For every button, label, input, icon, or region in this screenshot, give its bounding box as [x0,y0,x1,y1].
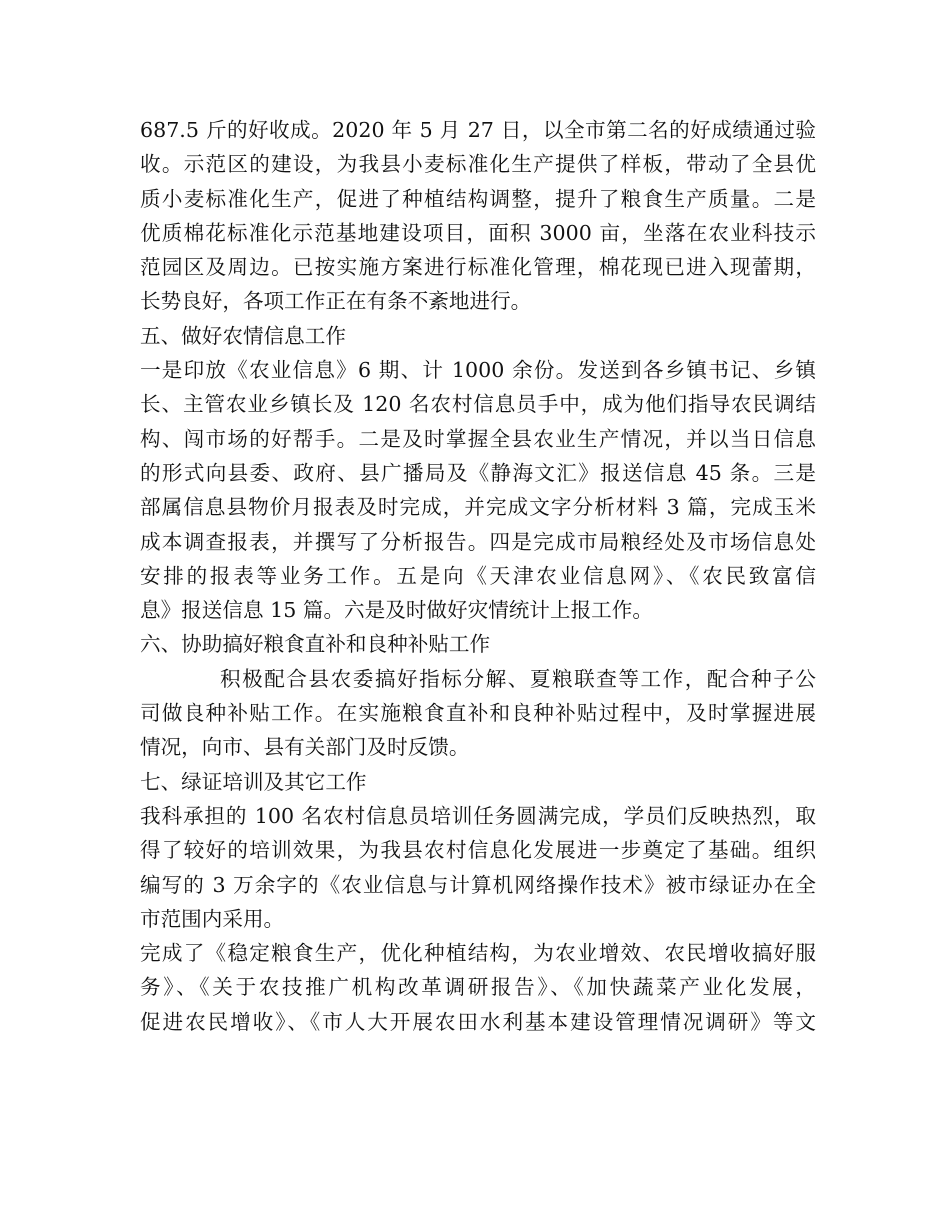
text-line: 情况，向市、县有关部门及时反馈。 [140,735,470,760]
text-line: 687.5 斤的好收成。2020 年 5 月 27 日，以全市第二名的好成绩通过验 [140,118,816,142]
text-line: 积极配合县农委搞好指标分解、夏粮联查等工作，配合种子公 [220,666,816,691]
text-line: 长势良好，各项工作正在有条不紊地进行。 [140,289,532,314]
text-line: 安排的报表等业务工作。五是向《天津农业信息网》、《农民致富信 [140,563,816,588]
text-line: 司做良种补贴工作。在实施粮食直补和良种补贴过程中，及时掌握进展 [140,701,816,726]
text-line: 息》报送信息 15 篇。六是及时做好灾情统计上报工作。 [140,598,653,623]
text-line: 范园区及周边。已按实施方案进行标准化管理，棉花现已进入现蕾期， [140,255,816,280]
section-heading: 六、协助搞好粮食直补和良种补贴工作 [140,632,491,657]
text-line: 质小麦标准化生产，促进了种植结构调整，提升了粮食生产质量。二是 [140,186,816,211]
text-line: 市范围内采用。 [140,906,285,931]
text-line: 一是印放《农业信息》6 期、计 1000 余份。发送到各乡镇书记、乡镇 [140,358,816,383]
section-heading: 七、绿证培训及其它工作 [140,769,367,794]
text-line: 得了较好的培训效果，为我县农村信息化发展进一步奠定了基础。组织 [140,838,816,863]
text-line: 完成了《稳定粮食生产，优化种植结构，为农业增效、农民增收搞好服 [140,941,816,966]
section-heading: 五、做好农情信息工作 [140,323,346,348]
text-line: 促进农民增收》、《市人大开展农田水利基本建设管理情况调研》等文 [140,1009,816,1034]
document-body [140,113,816,1039]
text-line: 的形式向县委、政府、县广播局及《静海文汇》报送信息 45 条。三是 [140,460,816,485]
text-line: 我科承担的 100 名农村信息员培训任务圆满完成，学员们反映热烈，取 [140,803,816,828]
text-line: 部属信息县物价月报表及时完成，并完成文字分析材料 3 篇，完成玉米 [140,495,816,520]
text-line: 务》、《关于农技推广机构改革调研报告》、《加快蔬菜产业化发展， [140,975,816,1000]
text-line: 编写的 3 万余字的《农业信息与计算机网络操作技术》被市绿证办在全 [140,872,816,897]
text-line: 收。示范区的建设，为我县小麦标准化生产提供了样板，带动了全县优 [140,152,816,177]
text-line: 优质棉花标准化示范基地建设项目，面积 3000 亩，坐落在农业科技示 [140,220,816,245]
text-line: 长、主管农业乡镇长及 120 名农村信息员手中，成为他们指导农民调结 [140,392,816,417]
text-line: 构、闯市场的好帮手。二是及时掌握全县农业生产情况，并以当日信息 [140,426,816,451]
text-line: 成本调查报表，并撰写了分析报告。四是完成市局粮经处及市场信息处 [140,529,816,554]
